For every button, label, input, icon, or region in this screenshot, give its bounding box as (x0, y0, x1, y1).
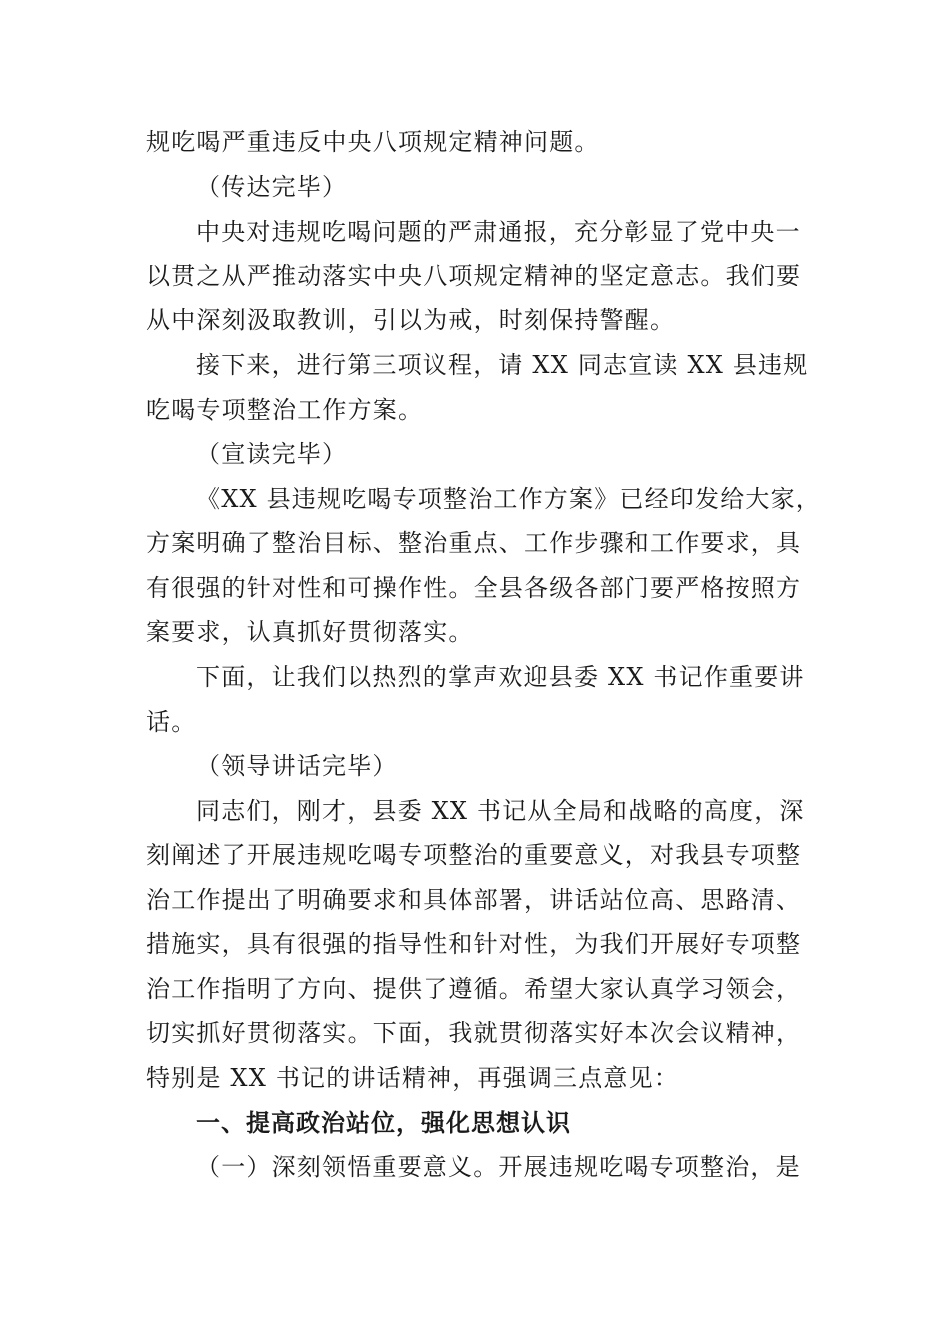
text-line: 特别是 XX 书记的讲话精神，再强调三点意见： (146, 1064, 680, 1092)
paragraph-start-line: 下面，让我们以热烈的掌声欢迎县委 XX 书记作重要讲 (196, 663, 805, 691)
paragraph-start-line: 中央对违规吃喝问题的严肃通报，充分彰显了党中央一 (196, 218, 801, 246)
text-line: 案要求，认真抓好贯彻落实。 (146, 618, 474, 646)
text-line: 措施实，具有很强的指导性和针对性，为我们开展好专项整 (146, 930, 802, 958)
text-line: 以贯之从严推动落实中央八项规定精神的坚定意志。我们要 (146, 262, 802, 290)
paragraph-start-line: 同志们，刚才，县委 XX 书记从全局和战略的高度，深 (196, 797, 805, 825)
text-line: 有很强的针对性和可操作性。全县各级各部门要严格按照方 (146, 574, 802, 602)
section-heading: 一、提高政治站位，强化思想认识 (196, 1109, 571, 1137)
text-line: 从中深刻汲取教训，引以为戒，时刻保持警醒。 (146, 306, 676, 334)
paragraph-start-line: 《XX 县违规吃喝专项整治工作方案》已经印发给大家， (196, 485, 821, 513)
text-line: 话。 (146, 708, 197, 736)
text-line: 刻阐述了开展违规吃喝专项整治的重要意义，对我县专项整 (146, 841, 802, 869)
text-line-note: （宣读完毕） (196, 440, 348, 468)
paragraph-start-line: 接下来，进行第三项议程，请 XX 同志宣读 XX 县违规 (196, 351, 809, 379)
text-line: 治工作指明了方向、提供了遵循。希望大家认真学习领会， (146, 975, 802, 1003)
text-line: 治工作提出了明确要求和具体部署，讲话站位高、思路清、 (146, 886, 802, 914)
text-line: 吃喝专项整治工作方案。 (146, 396, 424, 424)
text-line: 规吃喝严重违反中央八项规定精神问题。 (146, 128, 600, 156)
text-line-note: （领导讲话完毕） (196, 752, 398, 780)
text-line: 切实抓好贯彻落实。下面，我就贯彻落实好本次会议精神， (146, 1019, 802, 1047)
paragraph-start-line: （一）深刻领悟重要意义。开展违规吃喝专项整治，是 (196, 1153, 801, 1181)
text-line: 方案明确了整治目标、整治重点、工作步骤和工作要求，具 (146, 529, 802, 557)
text-line-note: （传达完毕） (196, 173, 348, 201)
